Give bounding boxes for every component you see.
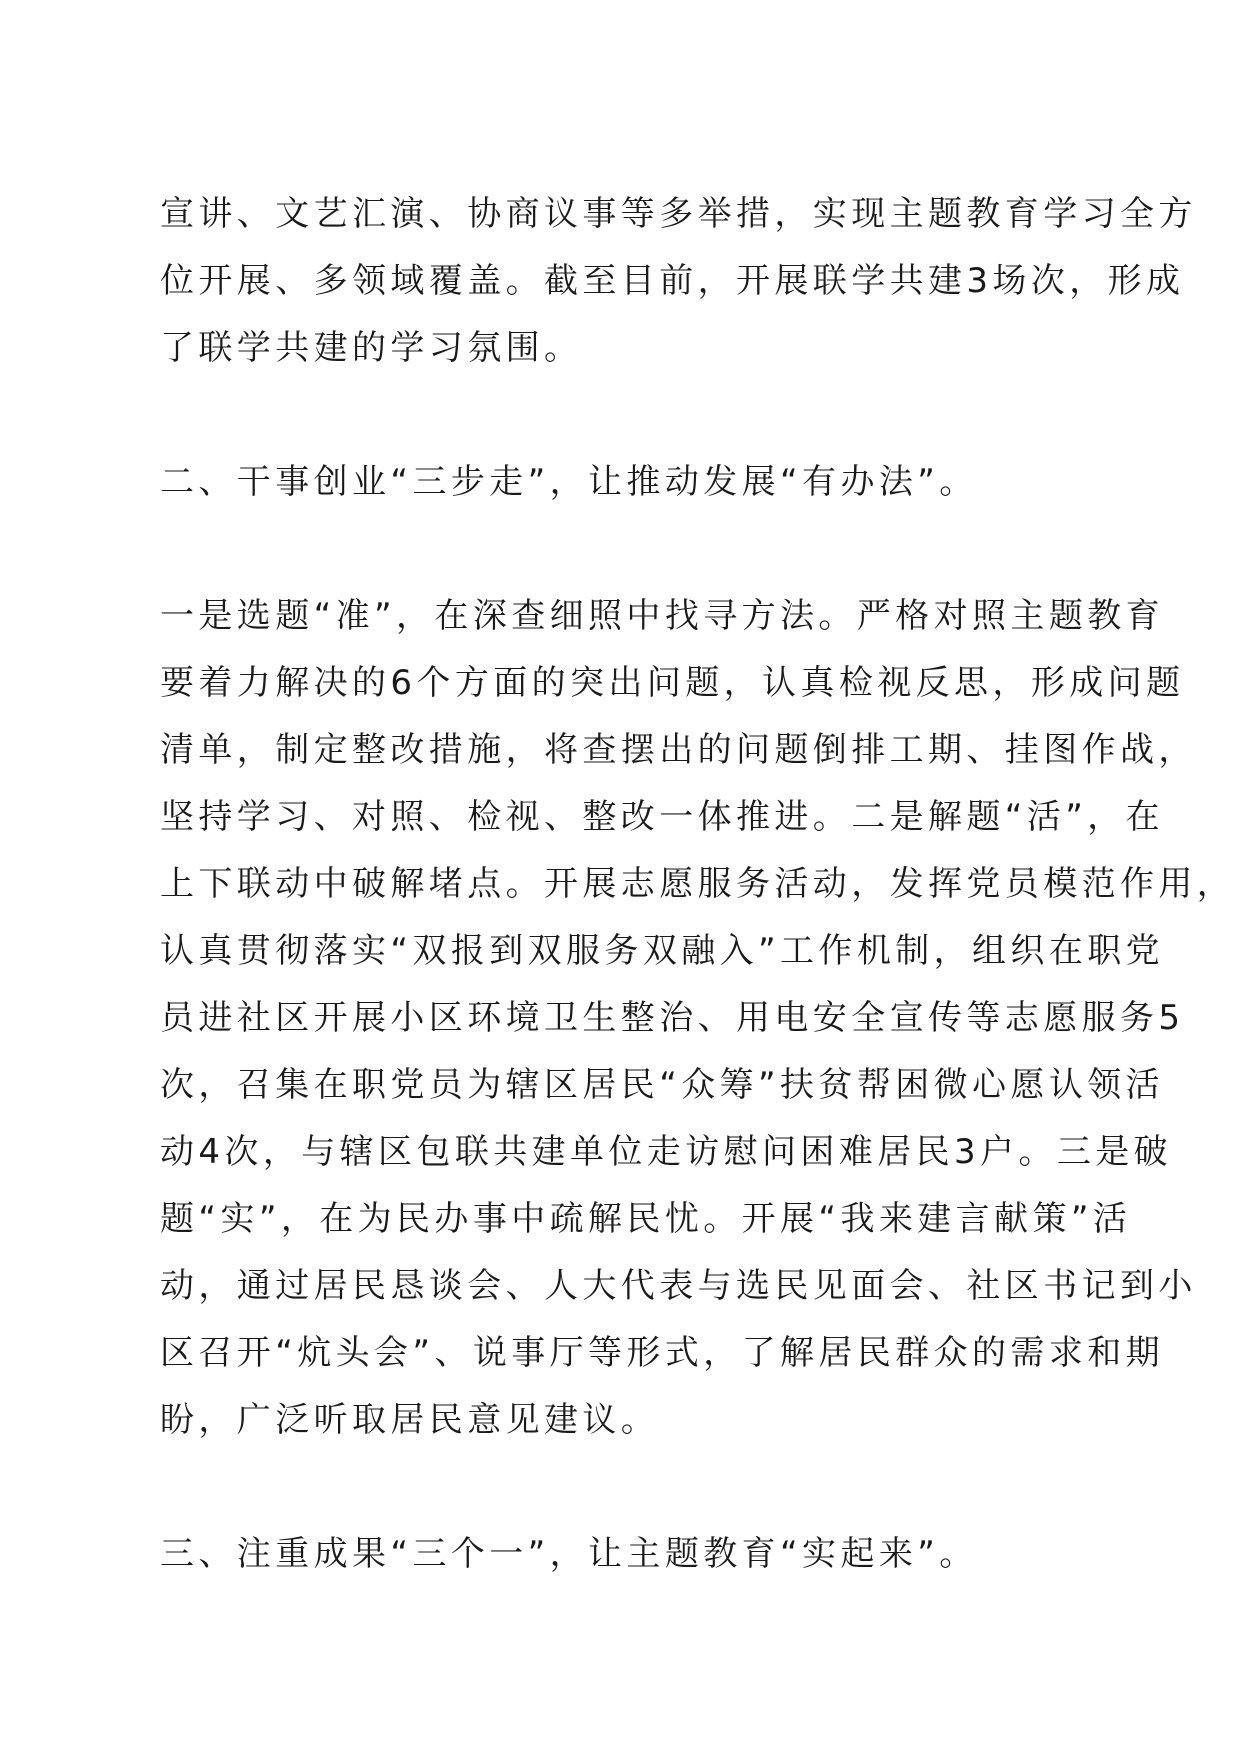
- section-heading-2: 二、干事创业“三步走”，让推动发展“有办法”。: [160, 462, 978, 502]
- paragraph-2-line: 坚持学习、对照、检视、整改一体推进。二是解题“活”，在: [160, 797, 1165, 837]
- paragraph-intro-line: 了联学共建的学习氛围。: [160, 328, 583, 368]
- paragraph-intro-line: 宣讲、文艺汇演、协商议事等多举措，实现主题教育学习全方: [160, 194, 1197, 234]
- paragraph-2-line: 盼，广泛听取居民意见建议。: [160, 1400, 660, 1440]
- paragraph-2-line: 区召开“炕头会”、说事厅等形式，了解居民群众的需求和期: [160, 1333, 1165, 1373]
- paragraph-2-line: 要着力解决的6个方面的突出问题，认真检视反思，形成问题: [160, 663, 1185, 703]
- paragraph-2-line: 认真贯彻落实“双报到双服务双融入”工作机制，组织在职党: [160, 931, 1165, 971]
- paragraph-2-line: 上下联动中破解堵点。开展志愿服务活动，发挥党员模范作用，: [160, 864, 1236, 904]
- paragraph-2-line: 动4次，与辖区包联共建单位走访慰问困难居民3户。三是破: [160, 1132, 1173, 1172]
- paragraph-intro-line: 位开展、多领域覆盖。截至目前，开展联学共建3场次，形成: [160, 261, 1185, 301]
- paragraph-2-line: 员进社区开展小区环境卫生整治、用电安全宣传等志愿服务5: [160, 998, 1185, 1038]
- paragraph-2-line: 次，召集在职党员为辖区居民“众筹”扶贫帮困微心愿认领活: [160, 1065, 1165, 1105]
- paragraph-2-line: 清单，制定整改措施，将查摆出的问题倒排工期、挂图作战，: [160, 730, 1197, 770]
- paragraph-2-line: 动，通过居民恳谈会、人大代表与选民见面会、社区书记到小: [160, 1266, 1197, 1306]
- paragraph-2-line: 一是选题“准”，在深查细照中找寻方法。严格对照主题教育: [160, 596, 1165, 636]
- section-heading-3: 三、注重成果“三个一”，让主题教育“实起来”。: [160, 1534, 978, 1574]
- paragraph-2-line: 题“实”，在为民办事中疏解民忧。开展“我来建言献策”活: [160, 1199, 1132, 1239]
